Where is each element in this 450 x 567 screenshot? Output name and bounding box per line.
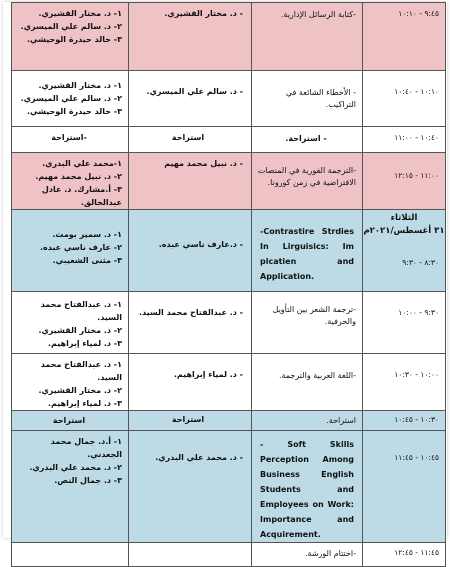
participants-cell: ١- د. عبدالفتاح محمد السيد. ٢- د. مختار القشيري. ٣- د. لمياء إبراهيم.: [12, 292, 129, 354]
moderator-cell: استراحة: [129, 127, 252, 153]
participants-cell: -استراحة: [12, 127, 129, 153]
table-row: [12, 3, 446, 71]
moderator-cell: - د. محمد علي البدري.: [129, 431, 252, 543]
time-cell: الثلاثاء ٣١ أغسطس/٢٠٢١م ٨:٣٠ - ٩:٣٠: [363, 210, 446, 292]
participants-cell: ١- د. سمير بومت. ٢- عارف ناسي عبده. ٣- مثنى الشعيبي.: [12, 210, 129, 292]
topic-cell: -ترجمة الشعر بين التأويل والحرفية.: [252, 292, 363, 354]
time-cell: ١٠:٤٥ - ١١:٤٥: [363, 431, 446, 543]
table-row: [12, 153, 446, 210]
table-row: [12, 354, 446, 411]
date-label: ٣١ أغسطس/٢٠٢١م: [363, 226, 445, 236]
participants-cell: ١-محمد علي البدري. ٢- د. نبيل محمد مهيم. ٣- أ.مشارك. د. عادل عبدالخالق.: [12, 153, 129, 210]
topic-cell: - استراحة.: [252, 127, 363, 153]
table-row: [12, 127, 446, 153]
topic-cell: -الترجمة الفورية في المنصات الافتراضية في زمن كورونا.: [252, 153, 363, 210]
moderator-cell: - د. سالم علي الميسري.: [129, 71, 252, 127]
moderator-cell: - د. لمياء إبراهيم.: [129, 354, 252, 411]
topic-cell: - Soft Skills Perception Among Business English Students and Employees on Work: Importance and Acquirement.: [252, 431, 363, 543]
participants-cell: ١- د. مختار القشيري. ٢- د. سالم علي الميسري. ٣- خالد حيدرة الوحيشي.: [12, 71, 129, 127]
schedule-page: [3, 2, 447, 558]
topic-cell: - الأخطاء الشائعة في التراكيب.: [252, 71, 363, 127]
table-row: [12, 292, 446, 354]
moderator-cell: - د. عبدالفتاح محمد السيد.: [129, 292, 252, 354]
table-row: [12, 431, 446, 543]
time-cell: ١٠:٣٠ - ١٠:٤٥: [363, 411, 446, 431]
table-row: [12, 71, 446, 127]
moderator-cell: استراحة: [129, 411, 252, 431]
time-cell: ٩:٣٠ - ١٠:٠٠: [363, 292, 446, 354]
time-cell: ١٠:٠٠ - ١٠:٣٠: [363, 354, 446, 411]
moderator-cell: [129, 543, 252, 567]
participants-cell: ١- أ.د. جمال محمد الجعدني. ٢- د. محمد علي البدري. ٣- د. جمال النص.: [12, 431, 129, 543]
moderator-cell: - د. نبيل محمد مهيم: [129, 153, 252, 210]
moderator-cell: - د. مختار القشيري.: [129, 3, 252, 71]
time-cell: ١٠:٤٠ - ١١:٠٠: [363, 127, 446, 153]
day-label: الثلاثاء: [390, 213, 418, 223]
participants-cell: ١- د. عبدالفتاح محمد السيد. ٢- د. مختار القشيري. ٣- د. لمياء إبراهيم.: [12, 354, 129, 411]
time-cell: ٩:٤٥ - ١٠:١٠: [363, 3, 446, 71]
topic-cell: -اللغة العربية والترجمة.: [252, 354, 363, 411]
table-row: [12, 543, 446, 567]
topic-cell: -Contrastire Strdies In Lirguisics: Im plcatien and Application.: [252, 210, 363, 292]
participants-cell: استراحة: [12, 411, 129, 431]
participants-cell: [12, 543, 129, 567]
table-row: [12, 210, 446, 292]
time-cell: ١٠:١٠ - ١٠:٤٠: [363, 71, 446, 127]
participants-cell: ١- د. مختار القشيري. ٢- د. سالم علي الميسري. ٣- خالد حيدرة الوحيشي.: [12, 3, 129, 71]
time-cell: ١١:٤٥ - ١٢:٤٥: [363, 543, 446, 567]
table-row: [12, 411, 446, 431]
topic-cell: استراحة.: [252, 411, 363, 431]
time-cell: ١١:٠٠ - ١٢:١٥: [363, 153, 446, 210]
schedule-table: [11, 2, 446, 567]
topic-cell: -كتابة الرسائل الإدارية.: [252, 3, 363, 71]
moderator-cell: - د.عارف ناسي عبده.: [129, 210, 252, 292]
topic-cell: -اختتام الورشة.: [252, 543, 363, 567]
